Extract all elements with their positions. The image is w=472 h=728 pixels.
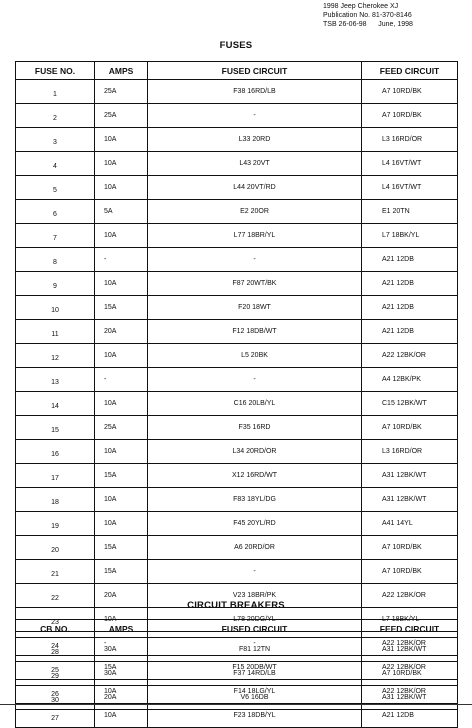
- amps-cell: 20A: [95, 320, 148, 344]
- table-row: [16, 104, 458, 128]
- table-row: [16, 152, 458, 176]
- fused-circuit-cell: X12 16RD/WT: [148, 464, 362, 488]
- feed-circuit-cell: A21 12DB: [362, 320, 458, 344]
- table-row: [16, 512, 458, 536]
- number-cell: 29: [16, 662, 95, 686]
- number-cell: 14: [16, 392, 95, 416]
- fused-circuit-cell: L77 18BR/YL: [148, 224, 362, 248]
- table-row: [16, 80, 458, 104]
- feed-circuit-cell: A31 12BK/WT: [362, 686, 458, 710]
- number-cell: 9: [16, 272, 95, 296]
- table-row: [16, 416, 458, 440]
- table-row: [16, 686, 458, 710]
- amps-cell: 10A: [95, 680, 148, 704]
- number-cell: 22: [16, 584, 95, 608]
- col-feed-circuit: FEED CIRCUIT: [362, 62, 458, 80]
- table-row: [16, 296, 458, 320]
- feed-circuit-cell: A21 12DB: [362, 296, 458, 320]
- fused-circuit-cell: L44 20VT/RD: [148, 176, 362, 200]
- table-row: [16, 176, 458, 200]
- feed-circuit-cell: A22 12BK/OR: [362, 584, 458, 608]
- page-bottom-rule: [0, 704, 472, 705]
- col-feed-circuit: FEED CIRCUIT: [362, 620, 458, 638]
- breakers-header-row: [16, 620, 458, 638]
- amps-cell: 10A: [95, 488, 148, 512]
- number-cell: 13: [16, 368, 95, 392]
- number-cell: 26: [16, 680, 95, 704]
- breakers-title: CIRCUIT BREAKERS: [187, 600, 285, 611]
- number-cell: 17: [16, 464, 95, 488]
- fused-circuit-cell: F15 20DB/WT: [148, 656, 362, 680]
- fused-circuit-cell: -: [148, 368, 362, 392]
- table-row: [16, 320, 458, 344]
- number-cell: 30: [16, 686, 95, 710]
- number-cell: 7: [16, 224, 95, 248]
- breakers-table: [15, 619, 458, 710]
- feed-circuit-cell: L4 16VT/WT: [362, 176, 458, 200]
- table-row: [16, 464, 458, 488]
- feed-circuit-cell: A22 12BK/OR: [362, 656, 458, 680]
- fused-circuit-cell: F20 18WT: [148, 296, 362, 320]
- fused-circuit-cell: F81 12TN: [148, 638, 362, 662]
- amps-cell: 10A: [95, 608, 148, 632]
- table-row: [16, 488, 458, 512]
- feed-circuit-cell: A21 12DB: [362, 704, 458, 728]
- feed-circuit-cell: A7 10RD/BK: [362, 560, 458, 584]
- fused-circuit-cell: -: [148, 632, 362, 656]
- table-row: [16, 248, 458, 272]
- number-cell: 19: [16, 512, 95, 536]
- document-header: [323, 2, 413, 29]
- amps-cell: 30A: [95, 662, 148, 686]
- table-row: [16, 392, 458, 416]
- table-row: [16, 440, 458, 464]
- table-row: [16, 536, 458, 560]
- amps-cell: 15A: [95, 296, 148, 320]
- number-cell: 5: [16, 176, 95, 200]
- table-row: [16, 224, 458, 248]
- feed-circuit-cell: A22 12BK/OR: [362, 632, 458, 656]
- table-row: [16, 128, 458, 152]
- fused-circuit-cell: F12 18DB/WT: [148, 320, 362, 344]
- header-tsb-date: TSB 26-06-98 June, 1998: [323, 21, 413, 28]
- fused-circuit-cell: F83 18YL/DG: [148, 488, 362, 512]
- feed-circuit-cell: A7 10RD/BK: [362, 416, 458, 440]
- fused-circuit-cell: V23 18BR/PK: [148, 584, 362, 608]
- fused-circuit-cell: -: [148, 560, 362, 584]
- feed-circuit-cell: A31 12BK/WT: [362, 464, 458, 488]
- feed-circuit-cell: A7 10RD/BK: [362, 662, 458, 686]
- fuses-header-row: [16, 62, 458, 80]
- amps-cell: 10A: [95, 392, 148, 416]
- table-row: [16, 662, 458, 686]
- amps-cell: 10A: [95, 344, 148, 368]
- number-cell: 15: [16, 416, 95, 440]
- fused-circuit-cell: L33 20RD: [148, 128, 362, 152]
- amps-cell: 15A: [95, 560, 148, 584]
- amps-cell: 25A: [95, 104, 148, 128]
- amps-cell: 10A: [95, 440, 148, 464]
- fused-circuit-cell: F37 14RD/LB: [148, 662, 362, 686]
- col-cb-no: CB NO.: [16, 620, 95, 638]
- table-row: [16, 344, 458, 368]
- feed-circuit-cell: L7 18BK/YL: [362, 224, 458, 248]
- feed-circuit-cell: A21 12DB: [362, 272, 458, 296]
- feed-circuit-cell: A4 12BK/PK: [362, 368, 458, 392]
- amps-cell: 10A: [95, 512, 148, 536]
- number-cell: 1: [16, 80, 95, 104]
- number-cell: 24: [16, 632, 95, 656]
- table-row: [16, 560, 458, 584]
- feed-circuit-cell: A22 12BK/OR: [362, 680, 458, 704]
- col-amps: AMPS: [95, 620, 148, 638]
- fused-circuit-cell: -: [148, 248, 362, 272]
- amps-cell: -: [95, 632, 148, 656]
- amps-cell: -: [95, 248, 148, 272]
- col-fused-circuit: FUSED CIRCUIT: [148, 62, 362, 80]
- number-cell: 25: [16, 656, 95, 680]
- feed-circuit-cell: A31 12BK/WT: [362, 638, 458, 662]
- number-cell: 2: [16, 104, 95, 128]
- amps-cell: 20A: [95, 584, 148, 608]
- number-cell: 16: [16, 440, 95, 464]
- fused-circuit-cell: F45 20YL/RD: [148, 512, 362, 536]
- fused-circuit-cell: E2 20OR: [148, 200, 362, 224]
- number-cell: 21: [16, 560, 95, 584]
- amps-cell: 25A: [95, 416, 148, 440]
- fuses-title: FUSES: [219, 40, 253, 51]
- amps-cell: 15A: [95, 656, 148, 680]
- fused-circuit-cell: A6 20RD/OR: [148, 536, 362, 560]
- fused-circuit-cell: F38 16RD/LB: [148, 80, 362, 104]
- feed-circuit-cell: C15 12BK/WT: [362, 392, 458, 416]
- feed-circuit-cell: E1 20TN: [362, 200, 458, 224]
- number-cell: 23: [16, 608, 95, 632]
- amps-cell: 5A: [95, 200, 148, 224]
- number-cell: 10: [16, 296, 95, 320]
- amps-cell: 15A: [95, 536, 148, 560]
- amps-cell: -: [95, 368, 148, 392]
- number-cell: 11: [16, 320, 95, 344]
- fused-circuit-cell: F35 16RD: [148, 416, 362, 440]
- feed-circuit-cell: A31 12BK/WT: [362, 488, 458, 512]
- feed-circuit-cell: L3 16RD/OR: [362, 128, 458, 152]
- fused-circuit-cell: L34 20RD/OR: [148, 440, 362, 464]
- number-cell: 27: [16, 704, 95, 728]
- table-row: [16, 200, 458, 224]
- col-amps: AMPS: [95, 62, 148, 80]
- header-publication: Publication No. 81-370-8146: [323, 12, 412, 19]
- amps-cell: 25A: [95, 80, 148, 104]
- fused-circuit-cell: L5 20BK: [148, 344, 362, 368]
- feed-circuit-cell: A7 10RD/BK: [362, 536, 458, 560]
- amps-cell: 10A: [95, 704, 148, 728]
- fused-circuit-cell: L78 20DG/YL: [148, 608, 362, 632]
- col-fused-circuit: FUSED CIRCUIT: [148, 620, 362, 638]
- fused-circuit-cell: V6 16DB: [148, 686, 362, 710]
- fused-circuit-cell: F87 20WT/BK: [148, 272, 362, 296]
- table-row: [16, 638, 458, 662]
- amps-cell: 30A: [95, 638, 148, 662]
- feed-circuit-cell: A41 14YL: [362, 512, 458, 536]
- amps-cell: 20A: [95, 686, 148, 710]
- feed-circuit-cell: A21 12DB: [362, 248, 458, 272]
- feed-circuit-cell: A7 10RD/BK: [362, 104, 458, 128]
- amps-cell: 10A: [95, 224, 148, 248]
- feed-circuit-cell: L7 18BK/YL: [362, 608, 458, 632]
- table-row: [16, 368, 458, 392]
- amps-cell: 10A: [95, 272, 148, 296]
- fused-circuit-cell: C16 20LB/YL: [148, 392, 362, 416]
- number-cell: 8: [16, 248, 95, 272]
- feed-circuit-cell: A22 12BK/OR: [362, 344, 458, 368]
- header-vehicle: 1998 Jeep Cherokee XJ: [323, 3, 399, 10]
- number-cell: 4: [16, 152, 95, 176]
- feed-circuit-cell: L3 16RD/OR: [362, 440, 458, 464]
- amps-cell: 10A: [95, 176, 148, 200]
- number-cell: 12: [16, 344, 95, 368]
- fused-circuit-cell: L43 20VT: [148, 152, 362, 176]
- number-cell: 28: [16, 638, 95, 662]
- breakers-body: [16, 638, 458, 710]
- amps-cell: 10A: [95, 152, 148, 176]
- number-cell: 18: [16, 488, 95, 512]
- table-row: [16, 272, 458, 296]
- number-cell: 3: [16, 128, 95, 152]
- fused-circuit-cell: F23 18DB/YL: [148, 704, 362, 728]
- feed-circuit-cell: L4 16VT/WT: [362, 152, 458, 176]
- amps-cell: 15A: [95, 464, 148, 488]
- fused-circuit-cell: -: [148, 104, 362, 128]
- col-fuse-no: FUSE NO.: [16, 62, 95, 80]
- number-cell: 20: [16, 536, 95, 560]
- amps-cell: 10A: [95, 128, 148, 152]
- fused-circuit-cell: F14 18LG/YL: [148, 680, 362, 704]
- feed-circuit-cell: A7 10RD/BK: [362, 80, 458, 104]
- number-cell: 6: [16, 200, 95, 224]
